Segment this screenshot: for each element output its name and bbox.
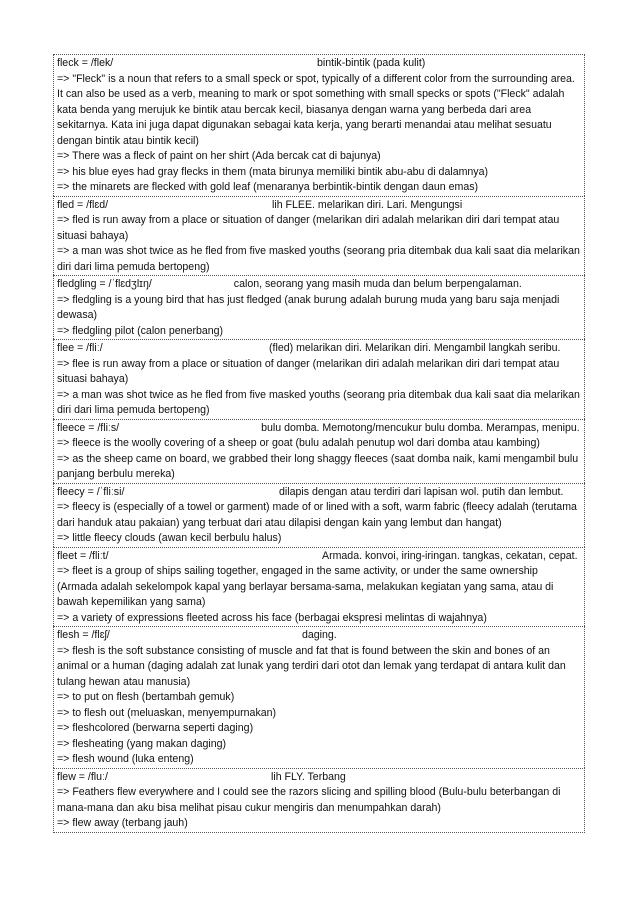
headword: fledgling = /ˈflɛdʒlɪŋ/ — [57, 278, 152, 290]
example-line: => There was a fleck of paint on her shirt (Ada bercak cat di bajunya) — [57, 150, 381, 162]
gloss: lih FLY. Terbang — [271, 770, 346, 783]
headword: fled = /flɛd/ — [57, 198, 109, 211]
example-line: => flesh wound (luka enteng) — [57, 753, 194, 765]
gloss: lih FLEE. melarikan diri. Lari. Mengungsi — [272, 198, 463, 211]
gloss: bulu domba. Memotong/mencukur bulu domba. Merampas, menipu. — [261, 421, 580, 434]
entry-fleece — [53, 419, 585, 483]
example-line: => a man was shot twice as he fled from five masked youths (seorang pria ditembak dua kali saat dia melarikan diri dari lima pemuda bertopeng) — [57, 388, 580, 416]
gloss: daging. — [302, 629, 337, 641]
example-line: => the minarets are flecked with gold leaf (menaranya berbintik-bintik dengan daun emas) — [57, 181, 479, 193]
definition-line: => fleece is the woolly covering of a sheep or goat (bulu adalah penutup wol dari domba atau kambing) — [57, 437, 540, 449]
example-line: => fleshcolored (berwarna seperti daging) — [57, 722, 254, 734]
example-line: => to flesh out (meluaskan, menyempurnakan) — [57, 706, 277, 719]
entry-flesh — [53, 626, 585, 768]
example-line: => flew away (terbang jauh) — [57, 817, 188, 829]
entry-head-row — [57, 421, 581, 437]
gloss: calon, seorang yang masih muda dan belum berpengalaman. — [233, 278, 522, 290]
entry-fleck — [53, 54, 585, 196]
entry-head-row — [57, 277, 581, 293]
example-line: => to put on flesh (bertambah gemuk) — [57, 691, 235, 703]
entry-flee — [53, 339, 585, 419]
definition-line: => fleecy is (especially of a towel or garment) made of or lined with a soft, warm fabric (fleecy adalah (terutama dari handuk atau pakaian) yang terbuat dari atau dilapisi dengan kain yang lembut dan hangat) — [57, 501, 577, 529]
entry-fledgling — [53, 275, 585, 339]
entry-head-row — [57, 198, 581, 214]
example-line: => a variety of expressions fleeted across his face (berbagai ekspresi melintas di wajahnya) — [57, 611, 487, 624]
headword: fleet = /fliːt/ — [57, 549, 109, 562]
headword: flee = /fliː/ — [57, 342, 103, 354]
definition-line: => fleet is a group of ships sailing together, engaged in the same activity, or under the same ownership (Armada adalah sekelompok kapal yang berlayar bersama-sama, melakukan kegiatan yang sama, atau di bawah kepemilikan yang sama) — [57, 565, 554, 608]
entry-head-row — [57, 628, 581, 644]
entry-fleet — [53, 547, 585, 627]
example-line: => flesheating (yang makan daging) — [57, 737, 227, 750]
gloss: Armada. konvoi, iring-iringan. tangkas, cekatan, cepat. — [322, 549, 578, 562]
definition-line: => fled is run away from a place or situation of danger (melarikan diri adalah melarikan diri dari tempat atau situasi bahaya) — [57, 214, 560, 242]
headword: fleecy = /ˈfliːsi/ — [57, 485, 125, 498]
example-line: => little fleecy clouds (awan kecil berbulu halus) — [57, 532, 282, 544]
dictionary-page — [53, 54, 585, 833]
example-line: => his blue eyes had gray flecks in them (mata birunya memiliki bintik abu-abu di dalamnya) — [57, 165, 489, 178]
definition-line: => flee is run away from a place or situation of danger (melarikan diri adalah melarikan diri dari tempat atau situasi bahaya) — [57, 357, 560, 385]
example-line: => a man was shot twice as he fled from five masked youths (seorang pria ditembak dua kali saat dia melarikan diri dari lima pemuda bertopeng) — [57, 245, 580, 273]
entry-head-row — [57, 549, 581, 565]
gloss: (fled) melarikan diri. Melarikan diri. Mengambil langkah seribu. — [269, 342, 561, 354]
example-line: => Feathers flew everywhere and I could see the razors slicing and spilling blood (Bulu-bulu beterbangan di mana-mana dan aku bisa melihat pisau cukur mengiris dan menumpahkan darah) — [57, 786, 561, 814]
definition-line: => flesh is the soft substance consisting of muscle and fat that is found between the skin and bones of an animal or a human (daging adalah zat lunak yang terdiri dari otot dan lemak yang terdapat di antara kulit dan tulang hewan atau manusia) — [57, 644, 566, 688]
gloss: dilapis dengan atau terdiri dari lapisan wol. putih dan lembut. — [279, 485, 564, 498]
entry-fleecy — [53, 483, 585, 547]
headword: flew = /fluː/ — [57, 770, 108, 783]
headword: fleck = /flek/ — [57, 57, 114, 69]
entry-fled — [53, 196, 585, 276]
gloss: bintik-bintik (pada kulit) — [317, 57, 426, 69]
definition-line: => fledgling is a young bird that has just fledged (anak burung adalah burung muda yang baru saja menjadi dewasa) — [57, 293, 560, 321]
entry-flew — [53, 768, 585, 833]
example-line: => fledgling pilot (calon penerbang) — [57, 324, 224, 337]
entry-head-row — [57, 341, 581, 357]
example-line: => as the sheep came on board, we grabbed their long shaggy fleeces (saat domba naik, kami mengambil bulu panjang berbulu mereka) — [57, 452, 579, 480]
entry-head-row — [57, 56, 581, 72]
entry-head-row — [57, 770, 581, 786]
definition-line: => "Fleck" is a noun that refers to a small speck or spot, typically of a different color from the surrounding area. It can also be used as a verb, meaning to mark or spot something with small specks or spots ("Fleck" adalah kata benda yang merujuk ke bintik atau bercak kecil, biasanya dengan warna yang berbeda dari area sekitarnya. Kata ini juga dapat digunakan sebagai kata kerja, yang berarti menandai atau melihat sesuatu dengan bintik atau bintik kecil) — [57, 72, 575, 147]
entry-head-row — [57, 485, 581, 501]
headword: flesh = /flɛʃ/ — [57, 629, 110, 641]
headword: fleece = /fliːs/ — [57, 421, 120, 434]
